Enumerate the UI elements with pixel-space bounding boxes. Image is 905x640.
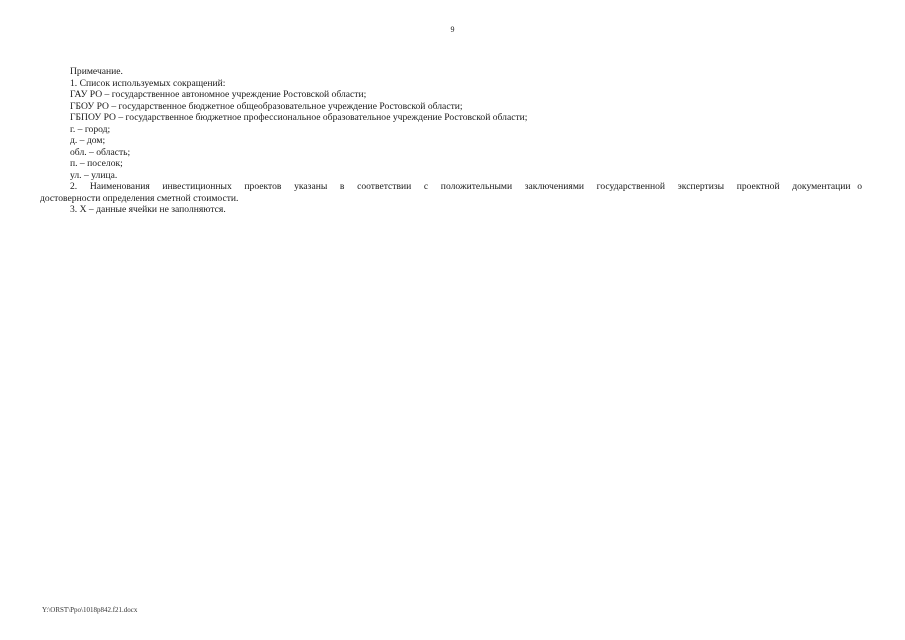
note-item-2 [40, 181, 862, 204]
abbreviation-d: д. – дом; [70, 135, 106, 146]
abbreviation-gbou-ro: ГБОУ РО – государственное бюджетное общеобразовательное учреждение Ростовской области; [70, 100, 463, 112]
abbreviation-obl: обл. – область; [70, 146, 131, 158]
footer-file-path: Y:\ORST\Ppo\1018p842.f21.docx [42, 606, 138, 614]
note-item-2-line-2: о достоверности определения сметной стоимости. [40, 181, 862, 204]
note-item-3: 3. Х – данные ячейки не заполняются. [70, 204, 226, 215]
abbreviation-ul: ул. – улица. [70, 169, 118, 181]
notes-section [40, 66, 862, 216]
notes-heading: Примечание. [70, 66, 123, 77]
abbreviations-list-title: 1. Список используемых сокращений: [70, 77, 226, 89]
page-number: 9 [450, 25, 455, 34]
abbreviation-gbpou-ro: ГБПОУ РО – государственное бюджетное профессиональное образовательное учреждение Ростовской области; [70, 112, 528, 123]
abbreviation-g: г. – город; [70, 123, 111, 135]
note-item-2-line-1: 2. Наименования инвестиционных проектов указаны в соответствии с положительными заключениями государственной экспертизы проектной документации [70, 181, 851, 192]
abbreviation-gau-ro: ГАУ РО – государственное автономное учреждение Ростовской области; [70, 89, 367, 100]
abbreviation-p: п. – поселок; [70, 158, 123, 169]
